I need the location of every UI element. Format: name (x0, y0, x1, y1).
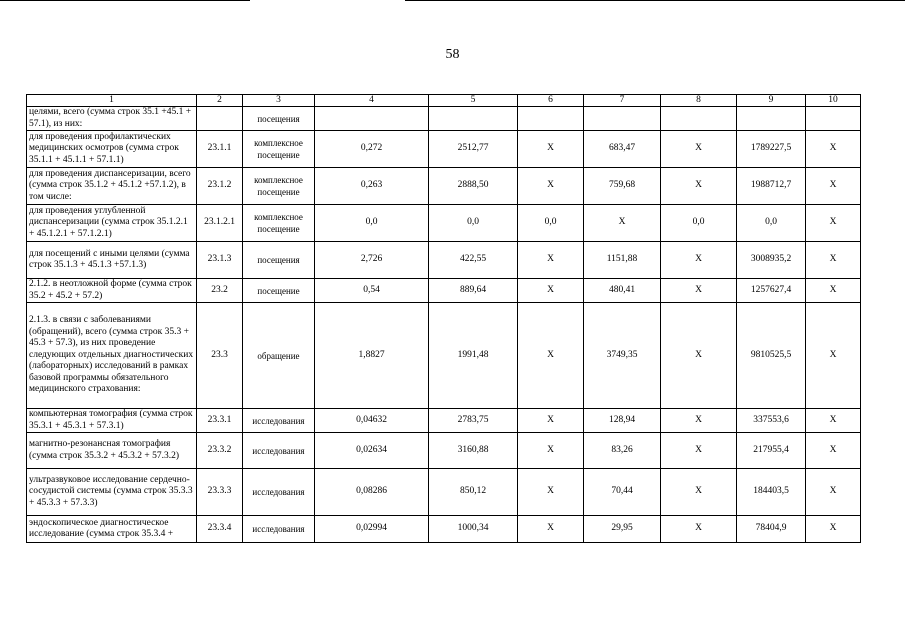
row-value-cell: 337553,6 (737, 409, 806, 433)
row-value-cell: X (806, 279, 861, 303)
row-value-cell (518, 107, 584, 131)
row-value-cell: 3749,35 (584, 303, 661, 409)
row-value-cell: 3008935,2 (737, 242, 806, 279)
page-top-border-left (0, 0, 250, 1)
column-header: 1 (27, 95, 197, 107)
table-row (27, 433, 861, 469)
row-value-cell: 0,0 (429, 205, 518, 242)
table-body (27, 95, 861, 543)
row-value-cell: X (518, 303, 584, 409)
row-value-cell: X (661, 279, 737, 303)
row-name-cell: для проведения углубленной диспансеризации (сумма строк 35.1.2.1 + 45.1.2.1 + 57.1.2.1) (27, 205, 197, 242)
row-value-cell: X (661, 168, 737, 205)
row-value-cell: X (806, 433, 861, 469)
table-row (27, 168, 861, 205)
row-value-cell: X (661, 131, 737, 168)
row-value-cell: 1991,48 (429, 303, 518, 409)
row-value-cell: X (518, 242, 584, 279)
column-header: 7 (584, 95, 661, 107)
row-value-cell: X (518, 279, 584, 303)
row-name-cell: ультразвуковое исследование сердечно-сосудистой системы (сумма строк 35.3.3 + 45.3.3 + 57.3.3) (27, 469, 197, 516)
column-header: 5 (429, 95, 518, 107)
row-unit-cell: исследования (243, 409, 315, 433)
row-value-cell: 0,02634 (315, 433, 429, 469)
row-value-cell: 2888,50 (429, 168, 518, 205)
row-value-cell: 70,44 (584, 469, 661, 516)
row-line-code-cell: 23.1.2 (197, 168, 243, 205)
row-line-code-cell: 23.3.4 (197, 516, 243, 543)
row-name-cell: 2.1.2. в неотложной форме (сумма строк 35.2 + 45.2 + 57.2) (27, 279, 197, 303)
row-value-cell: X (661, 516, 737, 543)
row-value-cell: 1,8827 (315, 303, 429, 409)
row-unit-cell: посещение (243, 279, 315, 303)
row-value-cell: 0,0 (661, 205, 737, 242)
row-value-cell: 0,0 (518, 205, 584, 242)
row-value-cell: X (806, 303, 861, 409)
row-unit-cell: посещения (243, 242, 315, 279)
row-value-cell: 1151,88 (584, 242, 661, 279)
table-header-row (27, 95, 861, 107)
row-value-cell: X (584, 205, 661, 242)
table-row (27, 131, 861, 168)
row-value-cell (584, 107, 661, 131)
column-header: 2 (197, 95, 243, 107)
table-row (27, 516, 861, 543)
row-value-cell: 0,04632 (315, 409, 429, 433)
table-row (27, 469, 861, 516)
row-value-cell: X (806, 131, 861, 168)
row-value-cell: 0,0 (737, 205, 806, 242)
row-value-cell: X (661, 433, 737, 469)
row-unit-cell: исследования (243, 433, 315, 469)
row-value-cell: 0,54 (315, 279, 429, 303)
row-value-cell: 217955,4 (737, 433, 806, 469)
row-value-cell: X (661, 303, 737, 409)
page-top-border-right (405, 0, 905, 1)
row-line-code-cell: 23.1.3 (197, 242, 243, 279)
row-name-cell: для проведения диспансеризации, всего (сумма строк 35.1.2 + 45.1.2 +57.1.2), в том числе: (27, 168, 197, 205)
row-name-cell: компьютерная томография (сумма строк 35.3.1 + 45.3.1 + 57.3.1) (27, 409, 197, 433)
row-value-cell: 889,64 (429, 279, 518, 303)
row-line-code-cell: 23.3.3 (197, 469, 243, 516)
row-value-cell: 480,41 (584, 279, 661, 303)
table-row (27, 107, 861, 131)
row-value-cell: X (806, 242, 861, 279)
row-value-cell: 2,726 (315, 242, 429, 279)
row-unit-cell: комплексное посещение (243, 205, 315, 242)
row-value-cell: 0,0 (315, 205, 429, 242)
column-header: 8 (661, 95, 737, 107)
row-value-cell: 1988712,7 (737, 168, 806, 205)
row-value-cell: X (806, 409, 861, 433)
row-name-cell: для проведения профилактических медицинских осмотров (сумма строк 35.1.1 + 45.1.1 + 57.1.1) (27, 131, 197, 168)
row-value-cell: 3160,88 (429, 433, 518, 469)
row-unit-cell: комплексное посещение (243, 168, 315, 205)
table-row (27, 303, 861, 409)
column-header: 10 (806, 95, 861, 107)
row-unit-cell: обращение (243, 303, 315, 409)
row-value-cell: X (518, 131, 584, 168)
row-value-cell: 2512,77 (429, 131, 518, 168)
row-name-cell: целями, всего (сумма строк 35.1 +45.1 + 57.1), из них: (27, 107, 197, 131)
row-value-cell: X (518, 469, 584, 516)
row-line-code-cell: 23.1.2.1 (197, 205, 243, 242)
row-value-cell: 683,47 (584, 131, 661, 168)
column-header: 6 (518, 95, 584, 107)
row-name-cell: магнитно-резонансная томография (сумма строк 35.3.2 + 45.3.2 + 57.3.2) (27, 433, 197, 469)
row-value-cell: X (806, 469, 861, 516)
row-value-cell: X (518, 516, 584, 543)
table-row (27, 205, 861, 242)
column-header: 3 (243, 95, 315, 107)
row-line-code-cell: 23.2 (197, 279, 243, 303)
row-line-code-cell: 23.3 (197, 303, 243, 409)
row-value-cell: X (806, 168, 861, 205)
row-line-code-cell: 23.3.2 (197, 433, 243, 469)
row-line-code-cell (197, 107, 243, 131)
row-value-cell: 184403,5 (737, 469, 806, 516)
row-value-cell: 850,12 (429, 469, 518, 516)
row-value-cell: 759,68 (584, 168, 661, 205)
row-value-cell: X (661, 469, 737, 516)
row-value-cell (429, 107, 518, 131)
row-unit-cell: посещения (243, 107, 315, 131)
row-value-cell: 422,55 (429, 242, 518, 279)
row-value-cell: 29,95 (584, 516, 661, 543)
row-value-cell (661, 107, 737, 131)
row-value-cell: X (518, 168, 584, 205)
table-row (27, 409, 861, 433)
row-name-cell: для посещений с иными целями (сумма строк 35.1.3 + 45.1.3 +57.1.3) (27, 242, 197, 279)
row-unit-cell: комплексное посещение (243, 131, 315, 168)
row-value-cell: 9810525,5 (737, 303, 806, 409)
row-value-cell: X (518, 433, 584, 469)
row-value-cell: X (806, 516, 861, 543)
row-value-cell (737, 107, 806, 131)
page-number: 58 (445, 47, 460, 62)
row-name-cell: эндоскопическое диагностическое исследование (сумма строк 35.3.4 + (27, 516, 197, 543)
row-line-code-cell: 23.3.1 (197, 409, 243, 433)
row-line-code-cell: 23.1.1 (197, 131, 243, 168)
row-value-cell: 1789227,5 (737, 131, 806, 168)
row-value-cell: 0,08286 (315, 469, 429, 516)
row-unit-cell: исследования (243, 516, 315, 543)
row-value-cell (806, 107, 861, 131)
row-value-cell: 0,263 (315, 168, 429, 205)
data-table (26, 94, 861, 543)
row-value-cell: 0,272 (315, 131, 429, 168)
table-row (27, 242, 861, 279)
row-unit-cell: исследования (243, 469, 315, 516)
row-value-cell: X (806, 205, 861, 242)
row-value-cell: 0,02994 (315, 516, 429, 543)
row-value-cell (315, 107, 429, 131)
row-value-cell: 1000,34 (429, 516, 518, 543)
row-value-cell: X (661, 409, 737, 433)
row-value-cell: 128,94 (584, 409, 661, 433)
column-header: 4 (315, 95, 429, 107)
table-row (27, 279, 861, 303)
row-value-cell: 2783,75 (429, 409, 518, 433)
column-header: 9 (737, 95, 806, 107)
row-value-cell: 78404,9 (737, 516, 806, 543)
row-value-cell: 83,26 (584, 433, 661, 469)
row-name-cell: 2.1.3. в связи с заболеваниями (обращений), всего (сумма строк 35.3 + 45.3 + 57.3), из них проведение следующих отдельных диагностических (лабораторных) исследований в рамках базовой программы обязательного медицинского страхования: (27, 303, 197, 409)
row-value-cell: 1257627,4 (737, 279, 806, 303)
row-value-cell: X (518, 409, 584, 433)
row-value-cell: X (661, 242, 737, 279)
